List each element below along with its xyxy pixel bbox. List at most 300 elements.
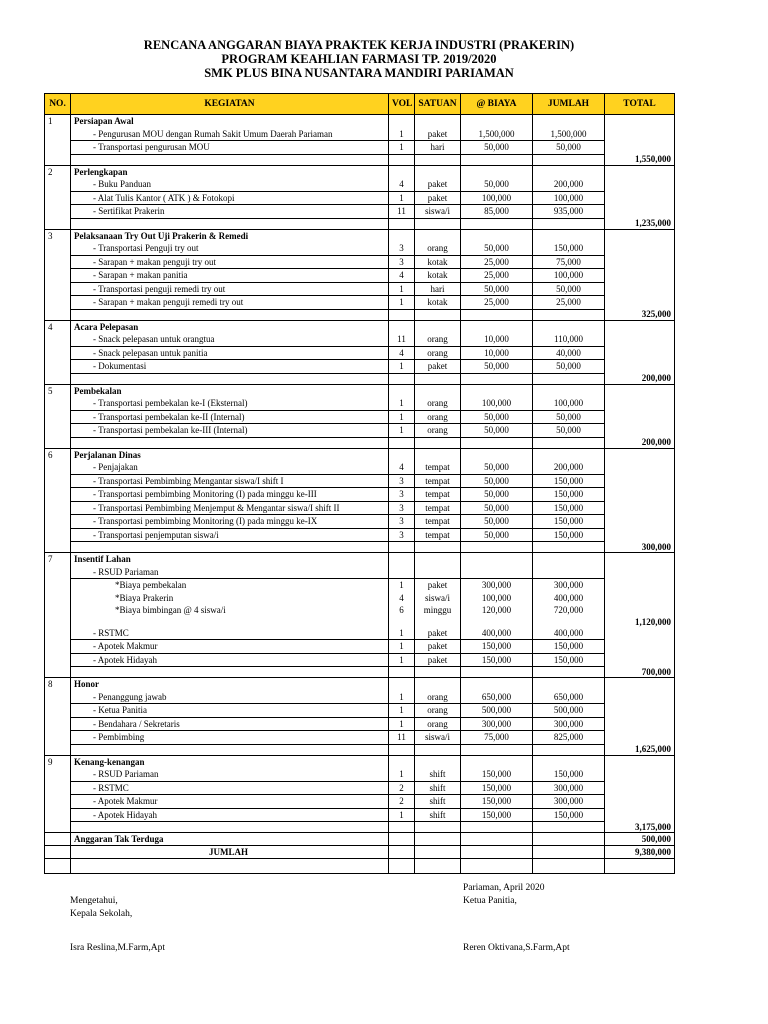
empty-cell <box>389 229 415 242</box>
table-row <box>45 178 675 191</box>
item-jumlah: 825,000 <box>533 731 605 745</box>
table-row <box>45 704 675 718</box>
item-label: - Sarapan + makan penguji remedi try out <box>71 296 389 310</box>
empty-cell <box>389 384 415 397</box>
right-role: Ketua Panitia, <box>463 896 517 906</box>
item-satuan: paket <box>415 640 461 654</box>
group-title-row <box>45 115 675 128</box>
item-biaya: 50,000 <box>461 242 533 255</box>
empty-cell <box>605 269 675 283</box>
empty-cell <box>461 373 533 384</box>
item-biaya: 1,500,000 <box>461 128 533 141</box>
item-satuan: orang <box>415 424 461 438</box>
col-biaya-header: @ BIAYA <box>461 94 533 115</box>
empty-cell <box>415 373 461 384</box>
item-jumlah: 110,000 <box>533 333 605 346</box>
empty-cell <box>45 542 71 553</box>
group-total-value: 3,175,000 <box>605 822 675 833</box>
empty-cell <box>415 822 461 833</box>
empty-cell <box>605 255 675 269</box>
table-row <box>45 528 675 542</box>
left-role: Kepala Sekolah, <box>70 909 133 919</box>
table-row <box>45 604 675 617</box>
empty-cell <box>605 397 675 410</box>
empty-cell <box>533 309 605 320</box>
left-line1: Mengetahui, <box>70 896 118 906</box>
empty-cell <box>461 437 533 448</box>
item-vol: 4 <box>389 346 415 360</box>
table-row <box>45 128 675 141</box>
empty-cell <box>533 154 605 165</box>
left-signer-name: Isra Reslina,M.Farm,Apt <box>70 943 165 953</box>
item-biaya: 150,000 <box>461 653 533 667</box>
item-jumlah: 50,000 <box>533 410 605 424</box>
item-biaya: 150,000 <box>461 768 533 781</box>
empty-cell <box>533 373 605 384</box>
empty-cell <box>71 667 389 678</box>
empty-cell <box>45 242 71 255</box>
empty-cell <box>605 296 675 310</box>
table-row <box>45 205 675 219</box>
item-satuan: kotak <box>415 296 461 310</box>
empty-cell <box>45 178 71 191</box>
table-row <box>45 488 675 502</box>
item-label: - Apotek Hidayah <box>71 808 389 822</box>
item-label: - Transportasi penguji remedi try out <box>71 282 389 296</box>
empty-cell <box>605 165 675 178</box>
empty-cell <box>415 833 461 846</box>
item-jumlah: 150,000 <box>533 808 605 822</box>
item-biaya: 50,000 <box>461 488 533 502</box>
group-total-value: 700,000 <box>605 667 675 678</box>
item-jumlah: 150,000 <box>533 242 605 255</box>
empty-cell <box>605 501 675 515</box>
empty-cell <box>415 320 461 333</box>
item-satuan: hari <box>415 282 461 296</box>
empty-cell <box>389 846 415 859</box>
group-number: 4 <box>45 320 71 333</box>
item-vol: 2 <box>389 795 415 809</box>
empty-cell <box>415 744 461 755</box>
item-biaya: 150,000 <box>461 795 533 809</box>
empty-cell <box>605 515 675 529</box>
empty-cell <box>45 859 71 874</box>
empty-cell <box>415 448 461 461</box>
empty-cell <box>533 448 605 461</box>
empty-cell <box>461 229 533 242</box>
empty-cell <box>45 333 71 346</box>
item-biaya: 85,000 <box>461 205 533 219</box>
item-satuan: siswa/i <box>415 731 461 745</box>
empty-cell <box>389 678 415 691</box>
empty-cell <box>389 320 415 333</box>
item-jumlah: 300,000 <box>533 781 605 795</box>
item-satuan: orang <box>415 242 461 255</box>
item-biaya: 50,000 <box>461 528 533 542</box>
item-vol: 11 <box>389 333 415 346</box>
group-total-value: 300,000 <box>605 542 675 553</box>
group-title: Honor <box>71 678 389 691</box>
item-vol: 3 <box>389 501 415 515</box>
group-title-row <box>45 678 675 691</box>
empty-cell <box>605 768 675 781</box>
empty-cell <box>605 859 675 874</box>
empty-cell <box>605 333 675 346</box>
table-row <box>45 627 675 640</box>
group-total-value: 200,000 <box>605 437 675 448</box>
item-label: - Bendahara / Sekretaris <box>71 717 389 731</box>
item-satuan: tempat <box>415 501 461 515</box>
item-jumlah: 100,000 <box>533 191 605 205</box>
empty-cell <box>605 410 675 424</box>
item-jumlah: 300,000 <box>533 717 605 731</box>
col-kegiatan-header: KEGIATAN <box>71 94 389 115</box>
item-jumlah: 75,000 <box>533 255 605 269</box>
group-number: 6 <box>45 448 71 461</box>
table-row <box>45 691 675 704</box>
item-vol: 1 <box>389 704 415 718</box>
item-satuan: tempat <box>415 515 461 529</box>
empty-cell <box>45 488 71 502</box>
item-jumlah: 1,500,000 <box>533 128 605 141</box>
table-row <box>45 141 675 155</box>
header-title: RENCANA ANGGARAN BIAYA PRAKTEK KERJA INDUSTRI (PRAKERIN) <box>143 38 575 52</box>
empty-cell <box>605 115 675 128</box>
group-title: Perjalanan Dinas <box>71 448 389 461</box>
item-jumlah: 100,000 <box>533 269 605 283</box>
col-jumlah-header: JUMLAH <box>533 94 605 115</box>
item-satuan: tempat <box>415 474 461 488</box>
item-vol: 1 <box>389 424 415 438</box>
empty-cell <box>45 833 71 846</box>
item-satuan: orang <box>415 410 461 424</box>
table-row <box>45 592 675 605</box>
item-satuan: shift <box>415 781 461 795</box>
item-vol: 1 <box>389 653 415 667</box>
item-jumlah: 400,000 <box>533 592 605 605</box>
empty-cell <box>533 846 605 859</box>
empty-cell <box>533 617 605 627</box>
group-title: Pelaksanaan Try Out Uji Prakerin & Remedi <box>71 229 389 242</box>
item-label: - Transportasi Penguji try out <box>71 242 389 255</box>
empty-cell <box>605 384 675 397</box>
empty-cell <box>415 115 461 128</box>
empty-cell <box>605 242 675 255</box>
empty-cell <box>389 617 415 627</box>
empty-cell <box>533 165 605 178</box>
empty-cell <box>605 488 675 502</box>
item-satuan: paket <box>415 627 461 640</box>
empty-cell <box>605 320 675 333</box>
empty-cell <box>45 846 71 859</box>
item-satuan: orang <box>415 333 461 346</box>
empty-cell <box>461 755 533 768</box>
item-biaya: 100,000 <box>461 397 533 410</box>
item-vol: 3 <box>389 488 415 502</box>
item-satuan: shift <box>415 768 461 781</box>
group-title-row <box>45 755 675 768</box>
item-satuan: paket <box>415 128 461 141</box>
item-jumlah: 25,000 <box>533 296 605 310</box>
item-label: - RSTMC <box>71 627 389 640</box>
item-label: *Biaya pembekalan <box>71 579 389 592</box>
empty-cell <box>605 704 675 718</box>
empty-cell <box>461 115 533 128</box>
item-jumlah: 100,000 <box>533 397 605 410</box>
group-number: 8 <box>45 678 71 691</box>
item-label: - Apotek Makmur <box>71 795 389 809</box>
empty-cell <box>45 691 71 704</box>
item-jumlah: 400,000 <box>533 627 605 640</box>
item-label: - Sarapan + makan panitia <box>71 269 389 283</box>
empty-cell <box>389 309 415 320</box>
item-label: - Snack pelepasan untuk panitia <box>71 346 389 360</box>
empty-cell <box>533 678 605 691</box>
item-vol: 1 <box>389 691 415 704</box>
item-vol: 11 <box>389 205 415 219</box>
item-vol: 3 <box>389 255 415 269</box>
table-row <box>45 360 675 374</box>
empty-cell <box>45 346 71 360</box>
empty-cell <box>415 553 461 566</box>
empty-cell <box>389 165 415 178</box>
item-vol: 2 <box>389 781 415 795</box>
item-vol: 1 <box>389 128 415 141</box>
jumlah-label: JUMLAH <box>71 846 389 859</box>
item-vol: 3 <box>389 528 415 542</box>
item-satuan: orang <box>415 717 461 731</box>
item-label: - Penjajakan <box>71 461 389 474</box>
item-jumlah: 200,000 <box>533 178 605 191</box>
item-label: - Sarapan + makan penguji try out <box>71 255 389 269</box>
empty-cell <box>605 691 675 704</box>
empty-cell <box>605 717 675 731</box>
item-satuan: kotak <box>415 255 461 269</box>
empty-cell <box>605 424 675 438</box>
empty-cell <box>389 822 415 833</box>
table-row <box>45 579 675 592</box>
empty-cell <box>389 115 415 128</box>
table-row <box>45 255 675 269</box>
table-row <box>45 501 675 515</box>
item-jumlah: 650,000 <box>533 691 605 704</box>
empty-cell <box>461 309 533 320</box>
empty-cell <box>533 115 605 128</box>
item-label: - Penanggung jawab <box>71 691 389 704</box>
item-jumlah: 50,000 <box>533 360 605 374</box>
empty-cell <box>389 833 415 846</box>
empty-cell <box>389 448 415 461</box>
empty-cell <box>45 141 71 155</box>
trailing-row <box>45 859 675 874</box>
item-vol: 1 <box>389 360 415 374</box>
group-title: Pembekalan <box>71 384 389 397</box>
item-biaya: 75,000 <box>461 731 533 745</box>
table-row <box>45 717 675 731</box>
empty-cell <box>45 667 71 678</box>
empty-cell <box>605 755 675 768</box>
table-header-row <box>45 94 675 115</box>
group-total-row <box>45 822 675 833</box>
item-label: - Sertifikat Prakerin <box>71 205 389 219</box>
item-biaya: 25,000 <box>461 296 533 310</box>
table-body <box>45 115 675 874</box>
budget-table <box>44 93 675 874</box>
item-satuan: kotak <box>415 269 461 283</box>
empty-cell <box>605 604 675 617</box>
empty-cell <box>533 859 605 874</box>
empty-cell <box>461 617 533 627</box>
group-number: 5 <box>45 384 71 397</box>
item-biaya: 25,000 <box>461 269 533 283</box>
group-title-row <box>45 165 675 178</box>
item-label: - RSTMC <box>71 781 389 795</box>
empty-cell <box>389 744 415 755</box>
empty-cell <box>45 282 71 296</box>
empty-cell <box>605 808 675 822</box>
signature-right-block <box>463 882 545 908</box>
col-total-header: TOTAL <box>605 94 675 115</box>
empty-cell <box>533 744 605 755</box>
group-number: 2 <box>45 165 71 178</box>
empty-cell <box>415 755 461 768</box>
empty-cell <box>389 218 415 229</box>
empty-cell <box>605 205 675 219</box>
empty-cell <box>71 744 389 755</box>
empty-cell <box>461 833 533 846</box>
empty-cell <box>533 822 605 833</box>
item-biaya: 50,000 <box>461 515 533 529</box>
item-jumlah: 150,000 <box>533 488 605 502</box>
item-label: - Alat Tulis Kantor ( ATK ) & Fotokopi <box>71 191 389 205</box>
item-biaya: 50,000 <box>461 410 533 424</box>
item-jumlah: 500,000 <box>533 704 605 718</box>
table-row <box>45 731 675 745</box>
empty-cell <box>533 542 605 553</box>
item-biaya: 150,000 <box>461 808 533 822</box>
item-satuan: paket <box>415 653 461 667</box>
empty-cell <box>45 373 71 384</box>
item-label: - Pengurusan MOU dengan Rumah Sakit Umum Daerah Pariaman <box>71 128 389 141</box>
group-title-row <box>45 320 675 333</box>
empty-cell <box>389 667 415 678</box>
tak-terduga-label: Anggaran Tak Terduga <box>71 833 389 846</box>
item-jumlah: 150,000 <box>533 640 605 654</box>
item-biaya: 50,000 <box>461 461 533 474</box>
empty-cell <box>461 822 533 833</box>
table-row <box>45 474 675 488</box>
item-biaya: 50,000 <box>461 474 533 488</box>
empty-cell <box>45 360 71 374</box>
item-biaya: 150,000 <box>461 781 533 795</box>
item-biaya: 50,000 <box>461 501 533 515</box>
empty-cell <box>533 384 605 397</box>
empty-cell <box>461 320 533 333</box>
empty-cell <box>45 744 71 755</box>
empty-cell <box>461 384 533 397</box>
item-satuan: hari <box>415 141 461 155</box>
item-biaya: 650,000 <box>461 691 533 704</box>
empty-cell <box>461 678 533 691</box>
table-row <box>45 410 675 424</box>
subtotal-row <box>45 617 675 627</box>
item-satuan: orang <box>415 691 461 704</box>
item-biaya: 50,000 <box>461 424 533 438</box>
item-biaya: 500,000 <box>461 704 533 718</box>
empty-cell <box>389 373 415 384</box>
item-jumlah: 935,000 <box>533 205 605 219</box>
grand-total: 9,380,000 <box>605 846 675 859</box>
item-jumlah: 200,000 <box>533 461 605 474</box>
subtotal-value: 1,120,000 <box>605 617 675 627</box>
item-satuan <box>415 566 461 579</box>
item-label: - Apotek Makmur <box>71 640 389 654</box>
item-satuan: orang <box>415 397 461 410</box>
empty-cell <box>415 384 461 397</box>
empty-cell <box>605 781 675 795</box>
header-school: SMK PLUS BINA NUSANTARA MANDIRI PARIAMAN <box>204 66 514 80</box>
item-vol: 11 <box>389 731 415 745</box>
item-jumlah: 150,000 <box>533 501 605 515</box>
empty-cell <box>605 448 675 461</box>
table-row <box>45 296 675 310</box>
empty-cell <box>461 218 533 229</box>
item-biaya: 50,000 <box>461 360 533 374</box>
empty-cell <box>415 846 461 859</box>
empty-cell <box>71 218 389 229</box>
item-vol: 1 <box>389 410 415 424</box>
table-row <box>45 333 675 346</box>
empty-cell <box>45 128 71 141</box>
item-vol: 4 <box>389 269 415 283</box>
item-vol: 1 <box>389 717 415 731</box>
item-satuan: paket <box>415 360 461 374</box>
item-vol <box>389 566 415 579</box>
empty-cell <box>45 205 71 219</box>
empty-cell <box>605 592 675 605</box>
empty-cell <box>45 501 71 515</box>
item-vol: 1 <box>389 640 415 654</box>
group-total-value: 325,000 <box>605 309 675 320</box>
item-vol: 1 <box>389 627 415 640</box>
group-title-row <box>45 384 675 397</box>
item-biaya <box>461 566 533 579</box>
empty-cell <box>605 229 675 242</box>
empty-cell <box>533 553 605 566</box>
group-total-value: 1,550,000 <box>605 154 675 165</box>
item-jumlah: 150,000 <box>533 474 605 488</box>
item-vol: 4 <box>389 178 415 191</box>
empty-cell <box>605 579 675 592</box>
group-title-row <box>45 229 675 242</box>
empty-cell <box>45 474 71 488</box>
table-row <box>45 346 675 360</box>
item-biaya: 50,000 <box>461 178 533 191</box>
table-row <box>45 424 675 438</box>
group-number: 1 <box>45 115 71 128</box>
item-label: - Ketua Panitia <box>71 704 389 718</box>
item-biaya: 10,000 <box>461 333 533 346</box>
empty-cell <box>605 128 675 141</box>
empty-cell <box>415 229 461 242</box>
item-label: - Transportasi pembekalan ke-I (Eksternal) <box>71 397 389 410</box>
empty-cell <box>45 604 71 617</box>
place-date: Pariaman, April 2020 <box>463 883 545 893</box>
item-vol: 1 <box>389 282 415 296</box>
item-jumlah: 150,000 <box>533 653 605 667</box>
item-vol: 1 <box>389 191 415 205</box>
empty-cell <box>45 717 71 731</box>
